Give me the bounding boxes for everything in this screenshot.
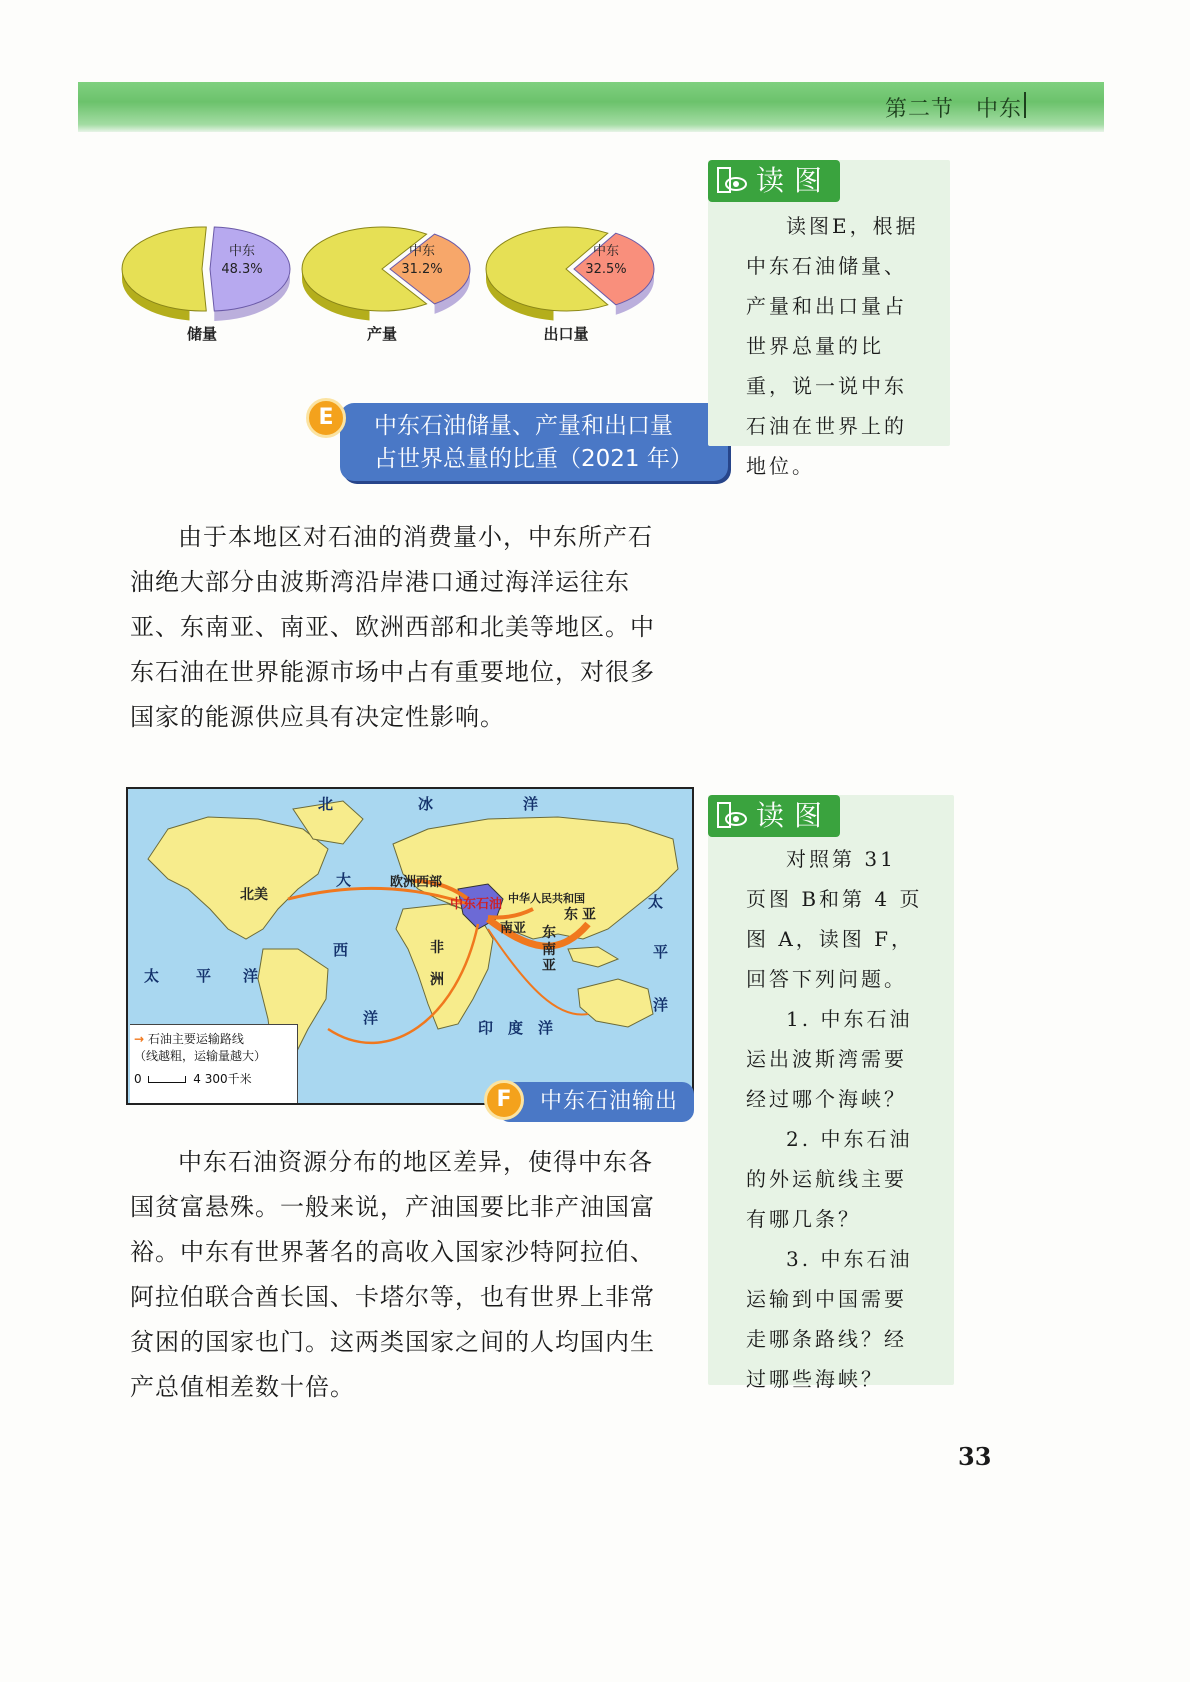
read-figure-box-f: [708, 795, 954, 1391]
pie-charts: [120, 225, 740, 380]
read-figure-box-e: [708, 160, 950, 478]
header-divider: [1024, 92, 1026, 118]
legend-arrow-icon: →: [134, 1032, 145, 1046]
label-western-europe: 欧洲西部: [390, 875, 443, 890]
eye-book-icon-2: [716, 801, 748, 831]
label-east-asia-1: 东: [564, 907, 578, 923]
eye-book-icon: [716, 166, 748, 196]
section-title: 中东: [975, 97, 1022, 122]
read-figure-tab-2: [708, 795, 840, 837]
scale-zero: 0: [134, 1072, 142, 1086]
figure-e-caption-line1: 中东石油储量、产量和出口量: [374, 413, 673, 439]
read-figure-f-question-2: 2. 中东石油的外运航线主要有哪几条？: [746, 1127, 913, 1231]
ocean-pacific-e-3: 洋: [653, 996, 669, 1014]
ocean-pacific-e-2: 平: [653, 943, 669, 961]
label-se-asia-3: 亚: [542, 958, 556, 974]
ocean-pacific-w-2: 平: [196, 967, 212, 985]
read-figure-tab-label-2: 读图: [756, 799, 833, 832]
ocean-indian-2: 度: [508, 1019, 524, 1037]
figure-f-badge: F: [484, 1080, 524, 1120]
label-se-asia-2: 南: [542, 942, 556, 958]
label-south-asia: 南亚: [500, 921, 527, 936]
scale-bar-icon: [148, 1076, 186, 1083]
figure-f-caption: 中东石油输出: [498, 1082, 694, 1122]
pie-label-2: 中东: [592, 244, 620, 259]
ocean-arctic-3: 洋: [523, 795, 539, 813]
section-heading: [885, 92, 1022, 123]
body-paragraph-1-text: 由于本地区对石油的消费量小，中东所产石油绝大部分由波斯湾沿岸港口通过海洋运往东亚、东南亚、南亚、欧洲西部和北美等地区。中东石油在世界能源市场中占有重要地位，对很多国家的能源供应具有决定性影响。: [130, 523, 655, 731]
pie-value-0: 48.3%: [221, 262, 263, 277]
legend-route-row: [134, 1031, 293, 1048]
ocean-arctic-1: 北: [318, 795, 334, 813]
read-figure-f-text: [746, 839, 928, 1399]
pie-value-1: 31.2%: [401, 262, 443, 277]
pie-title-0: 储量: [186, 325, 218, 343]
label-east-asia-2: 亚: [582, 907, 596, 923]
label-se-asia-1: 东: [542, 925, 556, 941]
landmass-australia: [578, 979, 653, 1027]
scale-length: 4 300千米: [193, 1072, 252, 1086]
figure-e-caption: [340, 403, 728, 481]
ocean-pacific-w-3: 洋: [243, 967, 259, 985]
read-figure-f-question-3: 3. 中东石油运输到中国需要走哪条路线？经过哪些海峡？: [746, 1247, 913, 1391]
label-africa-1: 非: [430, 940, 444, 956]
read-figure-e-text: [746, 206, 924, 486]
legend-scale-row: [134, 1071, 293, 1088]
ocean-atlantic-2: 西: [333, 941, 349, 959]
body-paragraph-1: [130, 515, 670, 740]
read-figure-f-question-1: 1. 中东石油运出波斯湾需要经过哪个海峡？: [746, 1007, 913, 1111]
label-middle-east-oil: 中东石油: [450, 897, 503, 912]
pie-value-2: 32.5%: [585, 262, 627, 277]
ocean-pacific-w-1: 太: [144, 967, 160, 985]
body-paragraph-2-text: 中东石油资源分布的地区差异，使得中东各国贫富悬殊。一般来说，产油国要比非产油国富裕。中东有世界著名的高收入国家沙特阿拉伯、阿拉伯联合酋长国、卡塔尔等，也有世界上非常贫困的国家也门。这两类国家之间的人均国内生产总值相差数十倍。: [130, 1148, 655, 1401]
landmass-north-america: [148, 817, 328, 939]
chapter-header-band: [78, 82, 1104, 132]
page-number: 33: [958, 1442, 992, 1471]
ocean-indian-3: 洋: [538, 1019, 554, 1037]
figure-e-badge: E: [306, 398, 346, 438]
read-figure-e-paragraph: 读图E，根据中东石油储量、产量和出口量占世界总量的比重，说一说中东石油在世界上的地位。: [746, 214, 919, 478]
legend-route-note: （线越粗，运输量越大）: [134, 1049, 267, 1063]
ocean-indian-1: 印: [478, 1019, 494, 1037]
ocean-atlantic-3: 洋: [363, 1009, 379, 1027]
body-paragraph-2: [130, 1140, 670, 1410]
section-number: 第二节: [884, 97, 954, 122]
pie-title-2: 出口量: [543, 325, 589, 343]
label-africa-2: 洲: [430, 972, 444, 988]
figure-e-caption-line2: 占世界总量的比重（2021 年）: [374, 446, 693, 472]
read-figure-tab: [708, 160, 840, 202]
map-legend: [130, 1024, 298, 1105]
ocean-pacific-e-1: 太: [648, 893, 664, 911]
pie-label-0: 中东: [228, 244, 256, 259]
pie-label-1: 中东: [408, 244, 436, 259]
oil-export-map: [126, 787, 694, 1105]
label-china: 中华人民共和国: [508, 892, 585, 905]
label-north-america: 北美: [240, 887, 268, 903]
landmass-se-asia-islands: [568, 947, 618, 967]
ocean-atlantic-1: 大: [336, 871, 352, 889]
read-figure-f-intro: 对照第 31 页图 B和第 4 页图 A，读图 F，回答下列问题。: [746, 847, 923, 991]
pie-title-1: 产量: [366, 325, 398, 343]
read-figure-tab-label: 读图: [756, 164, 833, 197]
legend-route-label: 石油主要运输路线: [147, 1032, 244, 1046]
ocean-arctic-2: 冰: [418, 795, 434, 813]
